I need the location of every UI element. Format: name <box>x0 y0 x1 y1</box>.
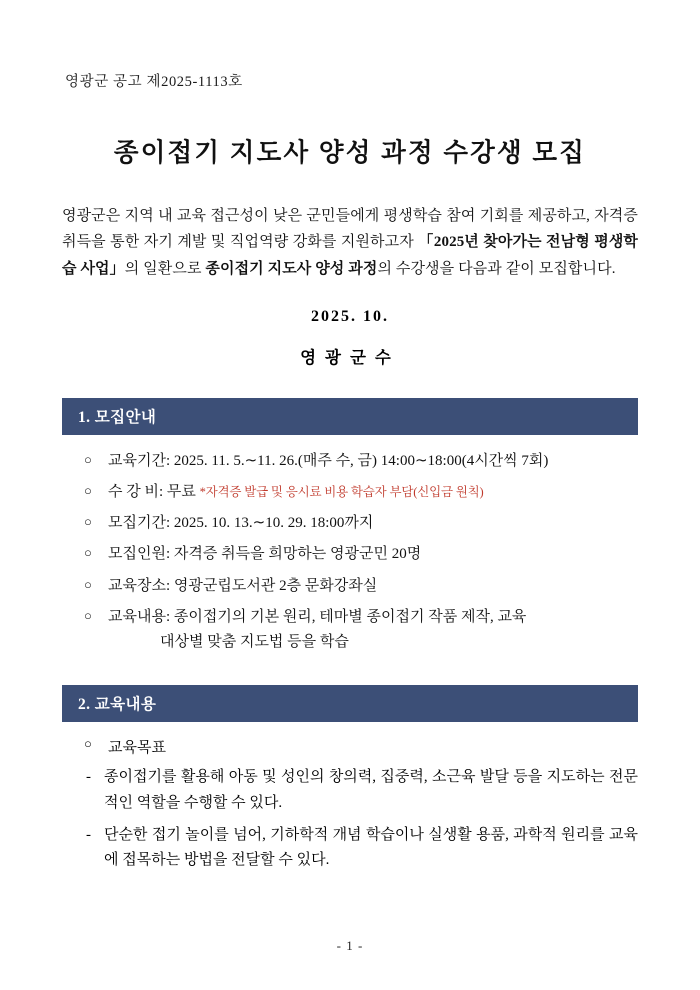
section-heading-recruitment: 1. 모집안내 <box>62 398 638 435</box>
list-item <box>84 765 638 817</box>
list-item <box>84 480 638 505</box>
issue-date: 2025. 10. <box>311 307 389 325</box>
curriculum-goal-heading <box>62 736 638 757</box>
item-value: 자격증 취득을 희망하는 영광군민 20명 <box>173 546 422 563</box>
bullet-circle-icon: ○ <box>84 607 92 623</box>
item-value: 2025. 11. 5.∼11. 26.(매주 수, 금) 14:00∼18:00(4시간씩 7회) <box>173 452 549 469</box>
item-value: 무료 <box>166 483 196 500</box>
intro-emphasis-course: 종이접기 지도사 양성 과정 <box>205 260 378 277</box>
intro-text-part2: 의 일환으로 <box>124 260 206 277</box>
item-value-continued: 대상별 맞춤 지도법 등을 학습 <box>160 633 349 650</box>
bullet-circle-icon: ○ <box>84 482 92 498</box>
goal-text: 단순한 접기 놀이를 넘어, 기하학적 개념 학습이나 실생활 용품, 과학적 원리를 교육에 접목하는 방법을 전달할 수 있다. <box>104 826 638 869</box>
list-item <box>84 542 638 567</box>
recruitment-info-list <box>62 449 638 655</box>
list-item <box>84 511 638 536</box>
item-label: 수 강 비: <box>108 483 164 500</box>
bullet-circle-icon: ○ <box>84 451 92 467</box>
item-label: 교육기간: <box>108 452 171 469</box>
item-value: 종이접기의 기본 원리, 테마별 종이접기 작품 제작, 교육 <box>173 608 527 625</box>
item-label: 교육내용: <box>108 608 171 625</box>
bullet-dash-icon: - <box>86 769 91 786</box>
page-number: - 1 - <box>336 938 364 953</box>
goal-text: 종이접기를 활용해 아동 및 성인의 창의력, 집중력, 소근육 발달 등을 지도하는 전문적인 역할을 수행할 수 있다. <box>104 769 638 811</box>
page-title: 종이접기 지도사 양성 과정 수강생 모집 <box>113 138 587 167</box>
list-item <box>84 605 638 655</box>
bullet-circle-icon: ○ <box>84 514 92 530</box>
list-item <box>84 823 638 875</box>
curriculum-goal-label: 교육목표 <box>108 740 166 757</box>
section-heading-curriculum: 2. 교육내용 <box>62 685 638 722</box>
intro-text-part3: 의 수강생을 다음과 같이 모집합니다. <box>377 260 616 277</box>
intro-text-part1: 영광군은 지역 내 교육 접근성이 낮은 군민들에게 평생학습 참여 기회를 제공하고, 자격증 취득을 통한 자기 계발 및 직업역량 강화를 지원하고자 <box>62 208 638 251</box>
item-value: 2025. 10. 13.∼10. 29. 18:00까지 <box>173 515 374 532</box>
bullet-circle-icon: ○ <box>84 736 92 752</box>
item-label: 모집기간: <box>108 515 171 532</box>
list-item <box>84 449 638 474</box>
list-item <box>84 574 638 599</box>
issuer-name: 영광군수 <box>300 347 400 367</box>
item-value: 영광군립도서관 2층 문화강좌실 <box>173 577 378 594</box>
bullet-dash-icon: - <box>86 826 91 843</box>
document-number: 영광군 공고 제2025-1113호 <box>65 74 243 90</box>
bullet-circle-icon: ○ <box>84 545 92 561</box>
intro-emphasis-project: 「2025년 찾아가는 전남형 평생학습 사업」 <box>62 234 638 277</box>
item-label: 교육장소: <box>108 577 171 594</box>
item-note: *자격증 발급 및 응시료 비용 학습자 부담(신입금 원칙) <box>199 484 484 499</box>
intro-paragraph <box>62 203 638 282</box>
curriculum-goal-list <box>62 765 638 874</box>
bullet-circle-icon: ○ <box>84 576 92 592</box>
item-label: 모집인원: <box>108 546 171 563</box>
